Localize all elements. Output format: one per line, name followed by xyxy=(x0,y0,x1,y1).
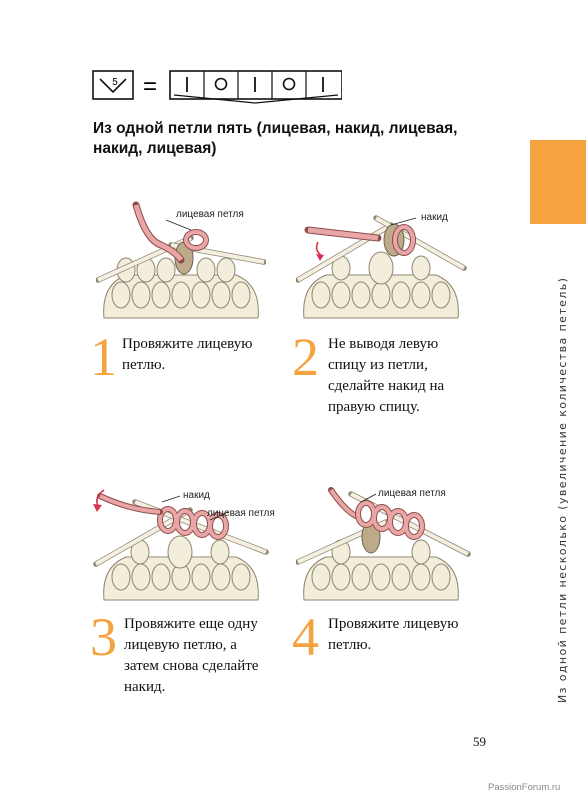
step-text: Провяжите лицевую петлю. xyxy=(122,336,253,373)
step-text: Провяжите лицевую петлю. xyxy=(328,616,459,653)
symbol-count: 5 xyxy=(112,77,118,88)
illustration-step-2 xyxy=(296,200,471,325)
callout-yarn-over: накид xyxy=(183,490,210,501)
illustration-step-4 xyxy=(296,482,476,607)
callout-knit-loop: лицевая петля xyxy=(378,488,446,499)
symbol-equation xyxy=(92,66,342,106)
step-number: 4 xyxy=(292,607,319,667)
chapter-tab xyxy=(530,140,586,224)
watermark: PassionForum.ru xyxy=(488,782,561,793)
callout-yarn-over: накид xyxy=(421,212,448,223)
illustration-step-3 xyxy=(90,482,290,607)
callout-knit-loop: лицевая петля xyxy=(207,508,275,519)
illustration-step-1 xyxy=(96,200,266,325)
section-title: Из одной петли пять (лицевая, накид, лицевая, накид, лицевая) xyxy=(93,120,458,157)
step-number: 3 xyxy=(90,607,117,667)
step-text: Не выводя левую спицу из петли, сделайте накид на правую спицу. xyxy=(328,336,445,415)
callout-knit-loop: лицевая петля xyxy=(176,209,244,220)
step-text: Провяжите еще одну лицевую петлю, а затем снова сделайте накид. xyxy=(124,616,259,695)
page-number: 59 xyxy=(473,734,486,749)
chapter-side-title: Из одной петли несколько (увеличение количества петель) xyxy=(556,276,569,703)
stitch-sequence-symbol xyxy=(170,71,342,103)
increase-symbol xyxy=(93,71,133,99)
step-number: 2 xyxy=(292,327,319,387)
equals-sign: = xyxy=(142,73,158,100)
step-number: 1 xyxy=(90,327,117,387)
